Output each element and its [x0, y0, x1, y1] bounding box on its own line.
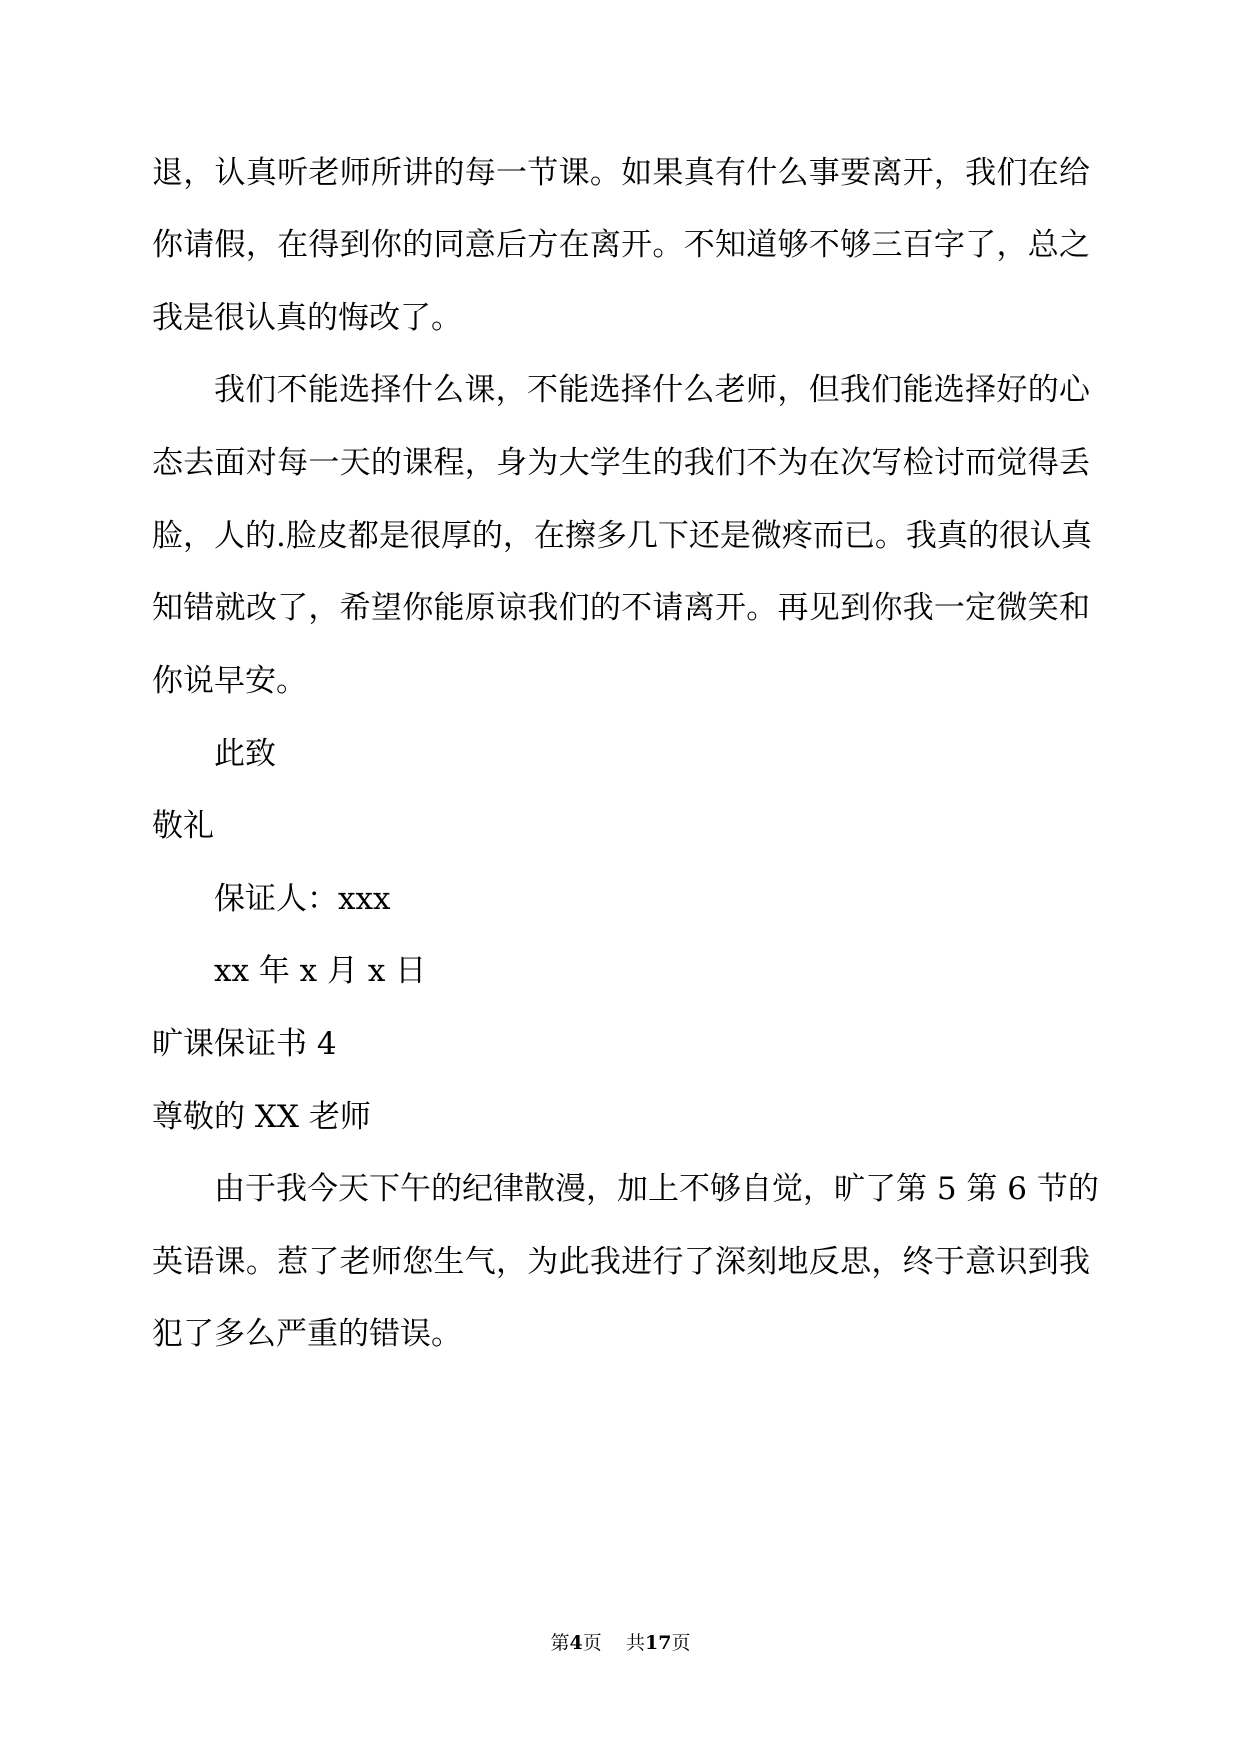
- paragraph-line: 你说早安。: [152, 663, 307, 699]
- total-pages-prefix: 共: [625, 1632, 645, 1654]
- paragraph-line: 态去面对每一天的课程，身为大学生的我们不为在次写检讨而觉得丢: [152, 445, 1090, 481]
- letter-greeting: 尊敬的 XX 老师: [152, 1099, 371, 1135]
- section-heading: 旷课保证书 4: [152, 1026, 337, 1062]
- closing-salutation: 此致: [214, 736, 276, 772]
- paragraph-line: 退，认真听老师所讲的每一节课。如果真有什么事要离开，我们在给: [152, 155, 1090, 191]
- paragraph-line: 我是很认真的悔改了。: [152, 300, 462, 336]
- paragraph-line: 知错就改了，希望你能原谅我们的不请离开。再见到你我一定微笑和: [152, 590, 1090, 626]
- paragraph-line: 英语课。惹了老师您生气，为此我进行了深刻地反思，终于意识到我: [152, 1244, 1090, 1280]
- paragraph-line: 脸，人的.脸皮都是很厚的，在擦多几下还是微疼而已。我真的很认真: [152, 518, 1092, 554]
- page-number-suffix: 页: [582, 1632, 602, 1654]
- paragraph-line: 我们不能选择什么课，不能选择什么老师，但我们能选择好的心: [214, 372, 1090, 408]
- page-number-prefix: 第: [550, 1632, 570, 1654]
- paragraph-line: 由于我今天下午的纪律散漫，加上不够自觉，旷了第 5 第 6 节的: [214, 1171, 1099, 1207]
- closing-respect: 敬礼: [152, 808, 214, 844]
- total-pages-suffix: 页: [671, 1632, 691, 1654]
- total-page-count: 17: [644, 1632, 672, 1654]
- signature-date: xx 年 x 月 x 日: [214, 953, 427, 989]
- signatory: 保证人：xxx: [214, 881, 391, 917]
- current-page-number: 4: [569, 1632, 583, 1654]
- page-footer: [0, 1630, 1241, 1656]
- paragraph-line: 犯了多么严重的错误。: [152, 1316, 462, 1352]
- paragraph-line: 你请假，在得到你的同意后方在离开。不知道够不够三百字了，总之: [152, 227, 1090, 263]
